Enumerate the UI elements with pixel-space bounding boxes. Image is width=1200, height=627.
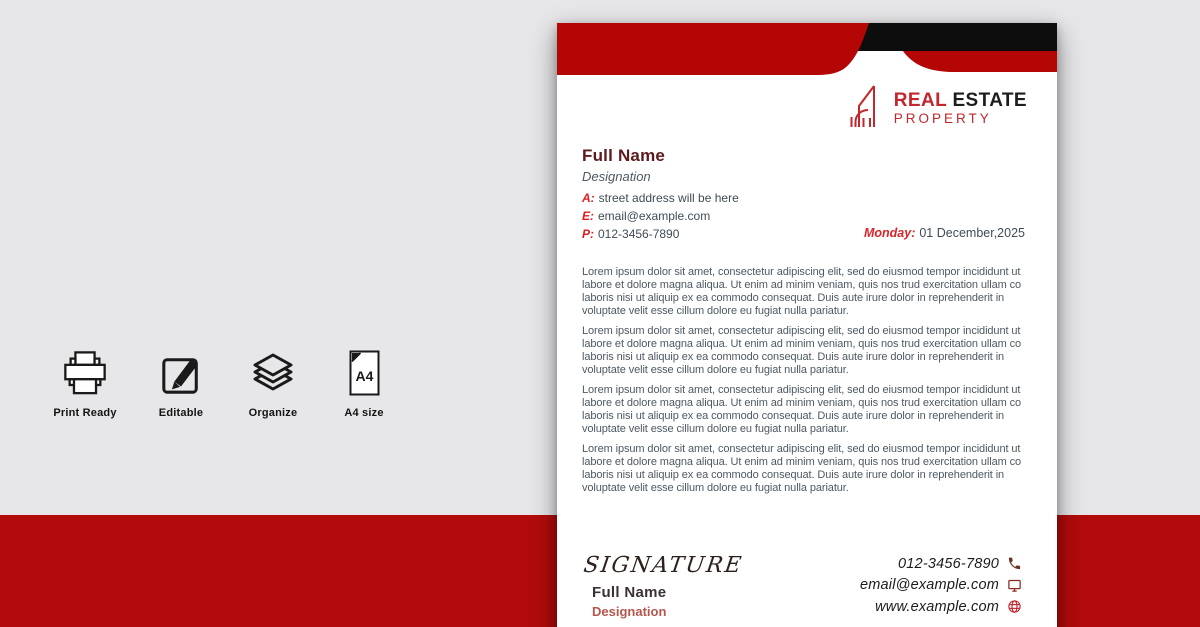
contact-email-row bbox=[582, 207, 739, 225]
phone-prefix: P: bbox=[582, 227, 594, 241]
edit-icon bbox=[160, 344, 202, 396]
letter-body bbox=[582, 266, 1040, 503]
footer-designation: Designation bbox=[592, 604, 667, 619]
footer-phone-row bbox=[860, 553, 1022, 575]
contact-phone-row bbox=[582, 225, 739, 243]
footer-website-row bbox=[860, 596, 1022, 618]
email-value: email@example.com bbox=[598, 209, 711, 223]
body-paragraph: Lorem ipsum dolor sit amet, consectetur adipiscing elit, sed do eiusmod tempor incididunt ut labore et dolore magna aliqua. Ut enim ad minim veniam, quis nos trud exercitation ullam co laboris nisi ut aliquip ex ea commodo consequat. Duis aute irure dolor in reprehenderit in voluptate velit esse cillum dolore eu fugiat nulla pariatur. bbox=[582, 266, 1022, 317]
letterhead-page bbox=[557, 23, 1057, 627]
feature-editable bbox=[131, 344, 231, 419]
footer-email-value: email@example.com bbox=[860, 577, 999, 594]
body-paragraph: Lorem ipsum dolor sit amet, consectetur adipiscing elit, sed do eiusmod tempor incididunt ut labore et dolore magna aliqua. Ut enim ad minim veniam, quis nos trud exercitation ullam co laboris nisi ut aliquip ex ea commodo consequat. Duis aute irure dolor in reprehenderit in voluptate velit esse cillum dolore eu fugiat nulla pariatur. bbox=[582, 325, 1022, 376]
date-day-label: Monday: bbox=[863, 226, 916, 240]
feature-print-ready bbox=[35, 344, 135, 419]
logo-title bbox=[894, 91, 1027, 111]
feature-label: Organize bbox=[248, 407, 298, 419]
monitor-icon bbox=[1007, 578, 1022, 593]
logo-subtitle: PROPERTY bbox=[893, 110, 992, 126]
a4-paper-icon bbox=[349, 344, 380, 396]
body-paragraph: Lorem ipsum dolor sit amet, consectetur adipiscing elit, sed do eiusmod tempor incididunt ut labore et dolore magna aliqua. Ut enim ad minim veniam, quis nos trud exercitation ullam co laboris nisi ut aliquip ex ea commodo consequat. Duis aute irure dolor in reprehenderit in voluptate velit esse cillum dolore eu fugiat nulla pariatur. bbox=[582, 443, 1022, 495]
globe-icon bbox=[1007, 599, 1022, 614]
recipient-designation: Designation bbox=[582, 169, 651, 184]
contact-block bbox=[582, 189, 739, 243]
logo-title-primary: REAL bbox=[893, 89, 947, 111]
footer-website-value: www.example.com bbox=[875, 598, 999, 615]
contact-address-row bbox=[582, 189, 739, 207]
logo-title-secondary: ESTATE bbox=[952, 89, 1027, 111]
footer-name: Full Name bbox=[592, 584, 667, 601]
signature-text: SIGNATURE bbox=[582, 553, 745, 578]
printer-icon bbox=[61, 344, 109, 396]
layers-icon bbox=[249, 344, 297, 396]
date-value: 01 December,2025 bbox=[919, 226, 1025, 240]
recipient-name: Full Name bbox=[582, 146, 666, 165]
feature-a4-size bbox=[314, 344, 414, 419]
footer-phone-value: 012-3456-7890 bbox=[898, 555, 999, 572]
feature-label: Print Ready bbox=[53, 407, 117, 419]
building-logo-icon bbox=[847, 82, 885, 135]
header-ribbon-graphic bbox=[557, 23, 1057, 77]
feature-label: Editable bbox=[158, 407, 204, 419]
feature-organize bbox=[223, 344, 323, 419]
address-prefix: A: bbox=[582, 191, 595, 205]
signature-block bbox=[582, 553, 745, 619]
feature-label: A4 size bbox=[344, 407, 384, 419]
body-paragraph: Lorem ipsum dolor sit amet, consectetur adipiscing elit, sed do eiusmod tempor incididunt ut labore et dolore magna aliqua. Ut enim ad minim veniam, quis nos trud exercitation ullam co laboris nisi ut aliquip ex ea commodo consequat. Duis aute irure dolor in reprehenderit in voluptate velit esse cillum dolore eu fugiat nulla pariatur. bbox=[582, 384, 1022, 435]
phone-value: 012-3456-7890 bbox=[598, 227, 680, 241]
email-prefix: E: bbox=[582, 209, 594, 223]
footer-email-row bbox=[860, 575, 1022, 597]
recipient-block bbox=[582, 146, 665, 184]
footer-contact-block bbox=[860, 553, 1022, 618]
date-line bbox=[864, 226, 1025, 240]
address-value: street address will be here bbox=[598, 191, 739, 205]
phone-icon bbox=[1007, 556, 1022, 571]
company-logo bbox=[847, 82, 1027, 135]
a4-badge: A4 bbox=[355, 368, 373, 384]
logo-text bbox=[894, 91, 1027, 127]
